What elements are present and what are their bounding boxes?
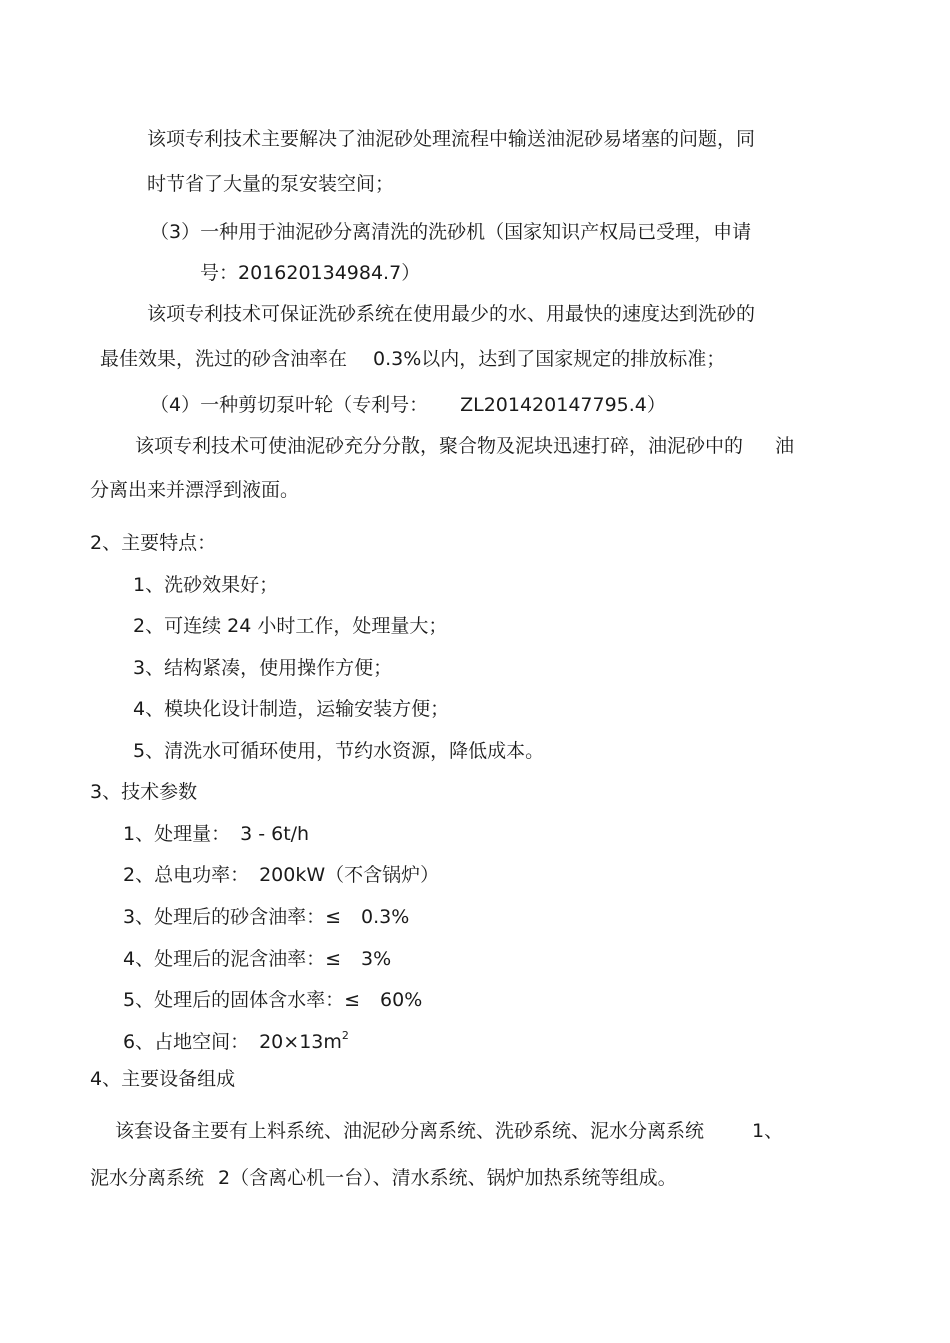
feature-item: 5、清洗水可循环使用，节约水资源，降低成本。	[133, 740, 545, 762]
patent-item3-line2: 号：201620134984.7）	[200, 262, 421, 284]
intro-para1-line1: 该项专利技术主要解决了油泥砂处理流程中输送油泥砂易堵塞的问题，同	[147, 128, 756, 150]
equipment-text-d: 2（含离心机一台）、清水系统、锅炉加热系统等组成。	[218, 1167, 677, 1189]
param-label: 3、处理后的砂含油率：≤	[123, 906, 342, 928]
para3-text-b: 0.3%以内，达到了国家规定的排放标准；	[373, 348, 726, 370]
patent-item4-line	[150, 393, 666, 417]
param-label: 4、处理后的泥含油率：≤	[123, 948, 342, 970]
equipment-text-c: 泥水分离系统	[90, 1167, 205, 1189]
param-row	[123, 988, 422, 1012]
equipment-text-a: 该套设备主要有上料系统、油泥砂分离系统、洗砂系统、泥水分离系统	[115, 1120, 705, 1142]
intro-para4-line2: 分离出来并漂浮到液面。	[90, 479, 300, 501]
intro-para4-line1	[135, 434, 794, 458]
intro-para1-line2: 时节省了大量的泵安装空间；	[147, 173, 395, 195]
param-row	[123, 947, 391, 971]
param-row	[123, 822, 309, 846]
feature-item: 3、结构紧凑，使用操作方便；	[133, 657, 393, 679]
param-row	[123, 1030, 349, 1054]
item4-text-b: ZL201420147795.4）	[460, 394, 666, 416]
equipment-para-line2	[90, 1166, 677, 1190]
params-heading: 3、技术参数	[90, 781, 198, 803]
param-value: 3%	[361, 948, 392, 970]
param-value: 20×13m	[259, 1031, 342, 1053]
param-row	[123, 905, 409, 929]
intro-para3-line2	[100, 347, 725, 371]
para4-text-a: 该项专利技术可使油泥砂充分分散，聚合物及泥块迅速打碎，油泥砂中的	[135, 435, 744, 457]
intro-para3-line1: 该项专利技术可保证洗砂系统在使用最少的水、用最快的速度达到洗砂的	[147, 303, 756, 325]
feature-item: 2、可连续 24 小时工作，处理量大；	[133, 615, 448, 637]
param-value: 0.3%	[361, 906, 410, 928]
features-heading: 2、主要特点：	[90, 532, 217, 554]
para3-text-a: 最佳效果，洗过的砂含油率在	[100, 348, 348, 370]
feature-item: 4、模块化设计制造，运输安装方便；	[133, 698, 450, 720]
feature-item: 1、洗砂效果好；	[133, 574, 279, 596]
param-value: 200kW（不含锅炉）	[259, 864, 440, 886]
param-row	[123, 863, 439, 887]
param-value: 3 - 6t/h	[240, 823, 310, 845]
param-label: 6、占地空间：	[123, 1031, 250, 1053]
equipment-text-b: 1、	[752, 1120, 784, 1142]
equipment-para-line1	[115, 1119, 783, 1143]
para4-text-b: 油	[775, 435, 795, 457]
param-label: 5、处理后的固体含水率：≤	[123, 989, 361, 1011]
patent-item3-line1: （3）一种用于油泥砂分离清洗的洗砂机（国家知识产权局已受理，申请	[150, 221, 752, 243]
item4-text-a: （4）一种剪切泵叶轮（专利号：	[150, 394, 429, 416]
param-value: 60%	[380, 989, 423, 1011]
param-superscript: 2	[341, 1029, 349, 1042]
param-label: 2、总电功率：	[123, 864, 250, 886]
param-label: 1、处理量：	[123, 823, 231, 845]
equipment-heading: 4、主要设备组成	[90, 1068, 236, 1090]
